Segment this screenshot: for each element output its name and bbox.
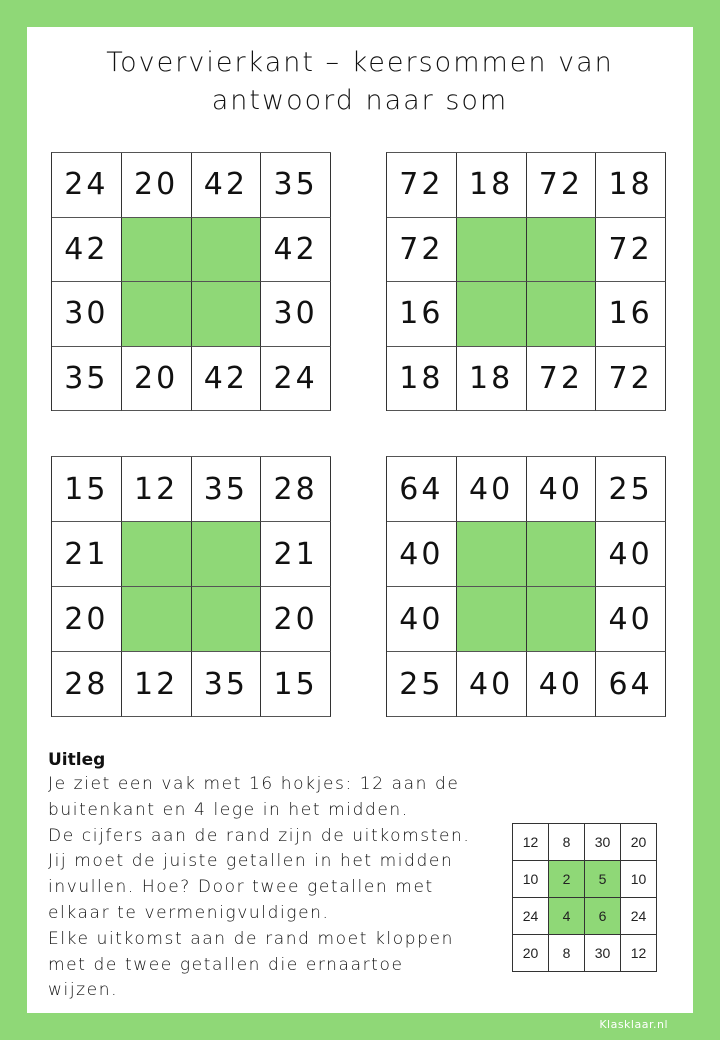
answer-cell[interactable] xyxy=(192,282,262,347)
explanation-line: wijzen. xyxy=(48,980,119,1001)
outcome-cell: 35 xyxy=(52,347,122,412)
example-outcome-cell: 10 xyxy=(513,861,549,898)
example-answer-cell: 5 xyxy=(585,861,621,898)
example-outcome-cell: 8 xyxy=(549,824,585,861)
explanation-line: De cijfers aan de rand zijn de uitkomsten. xyxy=(48,825,471,846)
answer-cell[interactable] xyxy=(457,282,527,347)
puzzle-grid-2 xyxy=(386,152,666,411)
example-outcome-cell: 10 xyxy=(621,861,657,898)
outcome-cell: 21 xyxy=(261,522,331,587)
answer-cell[interactable] xyxy=(527,282,597,347)
answer-cell[interactable] xyxy=(122,587,192,652)
example-grid xyxy=(512,823,657,972)
explanation-line: elkaar te vermenigvuldigen. xyxy=(48,902,330,923)
puzzle-grid-1 xyxy=(51,152,331,411)
example-answer-cell: 2 xyxy=(549,861,585,898)
outcome-cell: 40 xyxy=(457,652,527,717)
outcome-cell: 18 xyxy=(457,153,527,218)
explanation-line: Jij moet de juiste getallen in het midden xyxy=(48,851,454,872)
outcome-cell: 72 xyxy=(527,153,597,218)
answer-cell[interactable] xyxy=(457,587,527,652)
example-outcome-cell: 30 xyxy=(585,935,621,972)
outcome-cell: 12 xyxy=(122,457,192,522)
example-outcome-cell: 8 xyxy=(549,935,585,972)
example-outcome-cell: 20 xyxy=(621,824,657,861)
outcome-cell: 64 xyxy=(387,457,457,522)
outcome-cell: 72 xyxy=(596,347,666,412)
answer-cell[interactable] xyxy=(122,522,192,587)
example-outcome-cell: 12 xyxy=(513,824,549,861)
explanation-line: Je ziet een vak met 16 hokjes: 12 aan de xyxy=(48,774,460,794)
outcome-cell: 12 xyxy=(122,652,192,717)
explanation-line: invullen. Hoe? Door twee getallen met xyxy=(48,877,434,898)
answer-cell[interactable] xyxy=(122,282,192,347)
outcome-cell: 40 xyxy=(527,457,597,522)
answer-cell[interactable] xyxy=(457,218,527,283)
answer-cell[interactable] xyxy=(192,587,262,652)
page-title-line-1: Tovervierkant – keersommen van xyxy=(106,47,614,78)
outcome-cell: 40 xyxy=(596,587,666,652)
outcome-cell: 72 xyxy=(527,347,597,412)
example-outcome-cell: 30 xyxy=(585,824,621,861)
example-outcome-cell: 24 xyxy=(513,898,549,935)
outcome-cell: 18 xyxy=(596,153,666,218)
example-outcome-cell: 20 xyxy=(513,935,549,972)
outcome-cell: 21 xyxy=(52,522,122,587)
outcome-cell: 20 xyxy=(261,587,331,652)
brand-footer: Klasklaar.nl xyxy=(599,1018,668,1031)
outcome-cell: 42 xyxy=(192,347,262,412)
explanation-line: met de twee getallen die ernaartoe xyxy=(48,954,404,975)
outcome-cell: 28 xyxy=(52,652,122,717)
outcome-cell: 30 xyxy=(261,282,331,347)
explanation-line: buitenkant en 4 lege in het midden. xyxy=(48,799,409,820)
outcome-cell: 18 xyxy=(387,347,457,412)
example-answer-cell: 6 xyxy=(585,898,621,935)
answer-cell[interactable] xyxy=(192,218,262,283)
puzzle-grid-4 xyxy=(386,456,666,717)
explanation-heading: Uitleg xyxy=(48,750,106,770)
outcome-cell: 40 xyxy=(596,522,666,587)
example-outcome-cell: 12 xyxy=(621,935,657,972)
outcome-cell: 35 xyxy=(192,457,262,522)
outcome-cell: 40 xyxy=(387,522,457,587)
outcome-cell: 18 xyxy=(457,347,527,412)
outcome-cell: 20 xyxy=(122,153,192,218)
page-title-line-2: antwoord naar som xyxy=(211,85,509,116)
outcome-cell: 40 xyxy=(457,457,527,522)
outcome-cell: 40 xyxy=(387,587,457,652)
outcome-cell: 30 xyxy=(52,282,122,347)
outcome-cell: 42 xyxy=(192,153,262,218)
outcome-cell: 24 xyxy=(52,153,122,218)
outcome-cell: 16 xyxy=(387,282,457,347)
answer-cell[interactable] xyxy=(527,587,597,652)
outcome-cell: 15 xyxy=(261,652,331,717)
outcome-cell: 35 xyxy=(261,153,331,218)
answer-cell[interactable] xyxy=(527,218,597,283)
answer-cell[interactable] xyxy=(457,522,527,587)
outcome-cell: 20 xyxy=(122,347,192,412)
outcome-cell: 72 xyxy=(596,218,666,283)
outcome-cell: 64 xyxy=(596,652,666,717)
outcome-cell: 20 xyxy=(52,587,122,652)
outcome-cell: 72 xyxy=(387,153,457,218)
answer-cell[interactable] xyxy=(192,522,262,587)
explanation-section xyxy=(48,748,498,1004)
outcome-cell: 16 xyxy=(596,282,666,347)
outcome-cell: 72 xyxy=(387,218,457,283)
example-answer-cell: 4 xyxy=(549,898,585,935)
outcome-cell: 15 xyxy=(52,457,122,522)
outcome-cell: 42 xyxy=(52,218,122,283)
outcome-cell: 40 xyxy=(527,652,597,717)
answer-cell[interactable] xyxy=(527,522,597,587)
outcome-cell: 35 xyxy=(192,652,262,717)
answer-cell[interactable] xyxy=(122,218,192,283)
puzzle-grid-3 xyxy=(51,456,331,717)
outcome-cell: 42 xyxy=(261,218,331,283)
outcome-cell: 24 xyxy=(261,347,331,412)
explanation-line: Elke uitkomst aan de rand moet kloppen xyxy=(48,928,454,949)
outcome-cell: 25 xyxy=(387,652,457,717)
outcome-cell: 28 xyxy=(261,457,331,522)
outcome-cell: 25 xyxy=(596,457,666,522)
example-outcome-cell: 24 xyxy=(621,898,657,935)
